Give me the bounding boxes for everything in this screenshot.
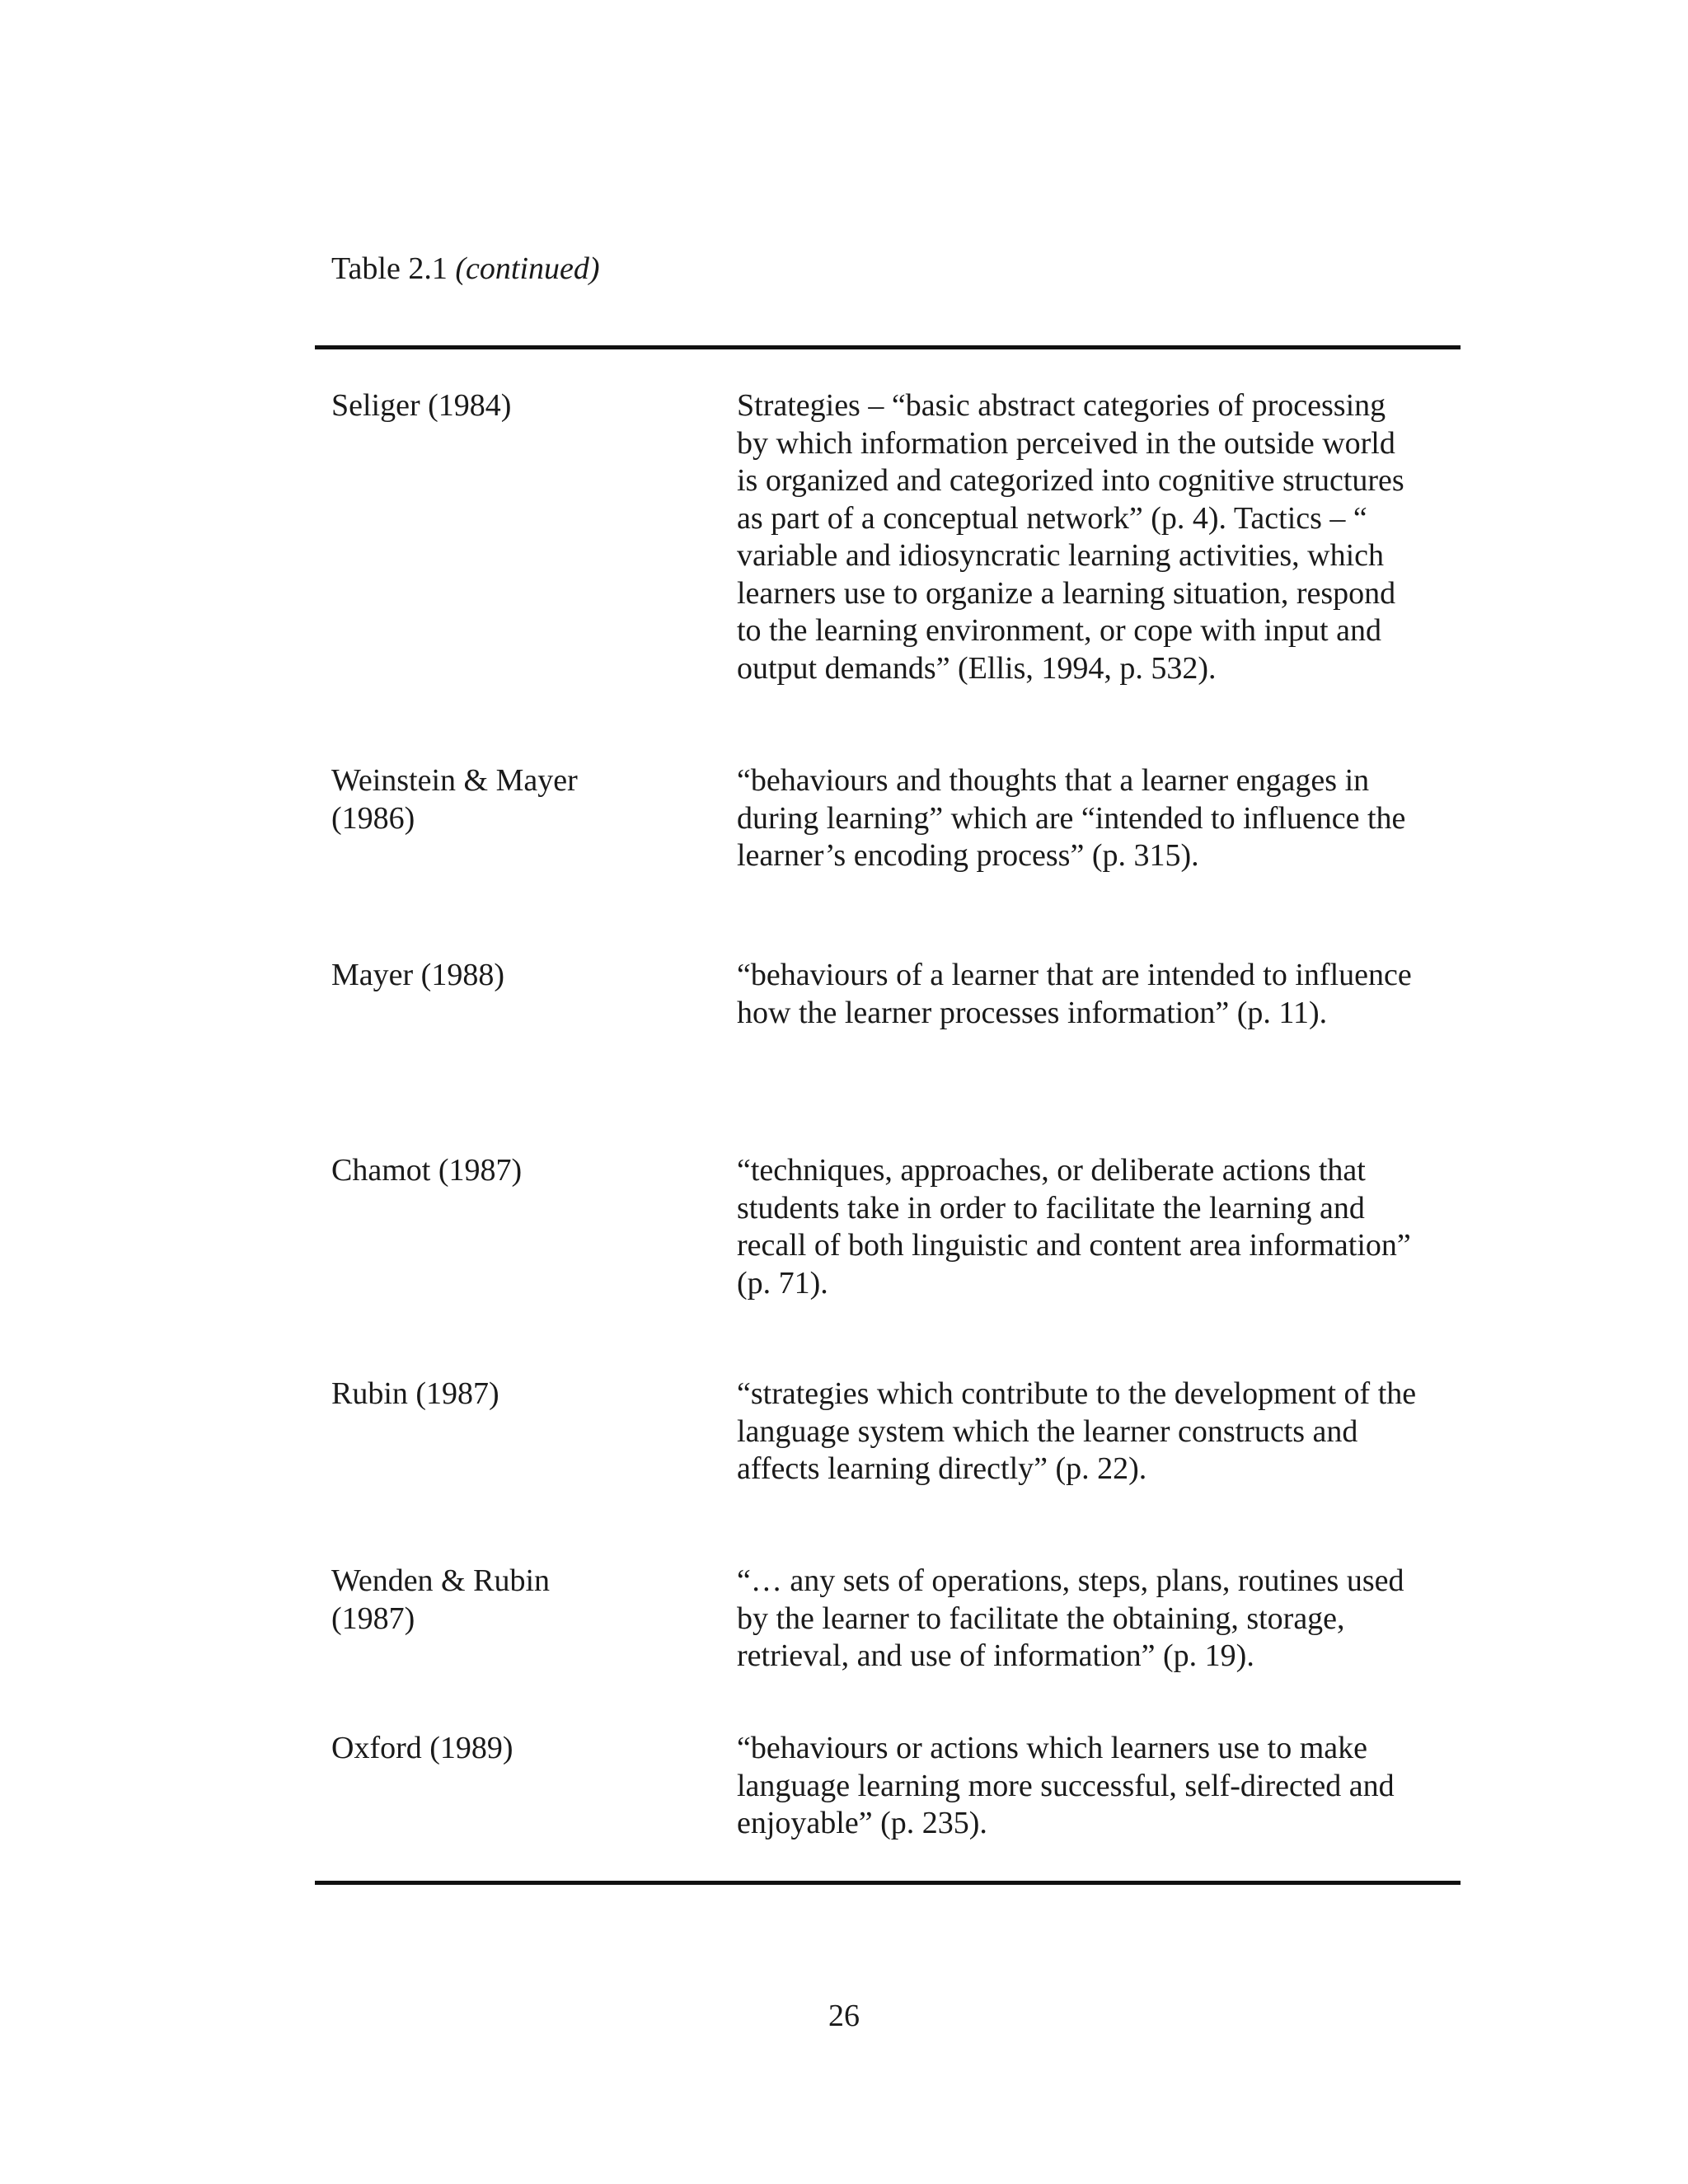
table-continued-note: (continued) xyxy=(455,251,600,286)
row-definition xyxy=(737,1563,1462,1675)
row-author xyxy=(331,957,694,995)
definition-line: variable and idiosyncratic learning activities, which xyxy=(737,538,1385,573)
definition-line: to the learning environment, or cope with input and xyxy=(737,613,1381,648)
row-definition xyxy=(737,1152,1462,1302)
definition-line: recall of both linguistic and content area information” xyxy=(737,1228,1411,1263)
definition-line: by the learner to facilitate the obtaining, storage, xyxy=(737,1601,1345,1636)
row-definition xyxy=(737,957,1462,1032)
definition-line: by which information perceived in the outside world xyxy=(737,425,1395,461)
definition-line: retrieval, and use of information” (p. 19). xyxy=(737,1638,1254,1673)
definition-line: “… any sets of operations, steps, plans, routines used xyxy=(737,1563,1404,1598)
definition-line: (p. 71). xyxy=(737,1265,828,1301)
author-line: Mayer (1988) xyxy=(331,958,504,992)
row-author xyxy=(331,387,694,425)
definition-line: students take in order to facilitate the learning and xyxy=(737,1190,1365,1226)
definition-line: during learning” which are “intended to influence the xyxy=(737,800,1406,836)
definition-line: Strategies – “basic abstract categories of processing xyxy=(737,388,1386,423)
definition-line: as part of a conceptual network” (p. 4). Tactics – “ xyxy=(737,500,1367,536)
definition-line: enjoyable” (p. 235). xyxy=(737,1806,987,1840)
page-number: 26 xyxy=(828,1999,860,2033)
definition-line: output demands” (Ellis, 1994, p. 532). xyxy=(737,650,1217,686)
author-line: Chamot (1987) xyxy=(331,1153,523,1188)
definition-line: how the learner processes information” (p. 11). xyxy=(737,995,1328,1030)
row-author xyxy=(331,762,694,837)
row-author xyxy=(331,1376,694,1413)
definition-line: “behaviours or actions which learners use to make xyxy=(737,1731,1368,1765)
definition-line: “techniques, approaches, or deliberate actions that xyxy=(737,1153,1366,1188)
author-line: Weinstein & Mayer xyxy=(331,763,578,798)
row-author xyxy=(331,1563,694,1638)
table-caption xyxy=(331,250,600,288)
author-line: Seliger (1984) xyxy=(331,388,512,423)
author-line: Rubin (1987) xyxy=(331,1376,499,1411)
definition-line: “strategies which contribute to the development of the xyxy=(737,1376,1417,1411)
definition-line: learner’s encoding process” (p. 315). xyxy=(737,838,1199,873)
row-author xyxy=(331,1152,694,1190)
definition-line: affects learning directly” (p. 22). xyxy=(737,1451,1147,1486)
definition-line: language system which the learner constructs and xyxy=(737,1413,1358,1449)
author-line: (1986) xyxy=(331,800,415,836)
table-bottom-rule xyxy=(315,1881,1461,1885)
row-definition xyxy=(737,762,1462,875)
author-line: Oxford (1989) xyxy=(331,1731,513,1765)
definition-line: is organized and categorized into cognitive structures xyxy=(737,463,1404,498)
row-author xyxy=(331,1730,694,1768)
definition-line: language learning more successful, self-directed and xyxy=(737,1768,1395,1803)
row-definition xyxy=(737,1376,1462,1488)
row-definition xyxy=(737,1730,1462,1843)
row-definition xyxy=(737,387,1462,687)
author-line: (1987) xyxy=(331,1601,415,1636)
table-top-rule xyxy=(315,345,1461,349)
definition-line: “behaviours of a learner that are intended to influence xyxy=(737,958,1412,992)
author-line: Wenden & Rubin xyxy=(331,1563,551,1598)
definition-line: learners use to organize a learning situation, respond xyxy=(737,575,1396,611)
table-label: Table 2.1 xyxy=(331,251,448,286)
definition-line: “behaviours and thoughts that a learner engages in xyxy=(737,763,1370,798)
